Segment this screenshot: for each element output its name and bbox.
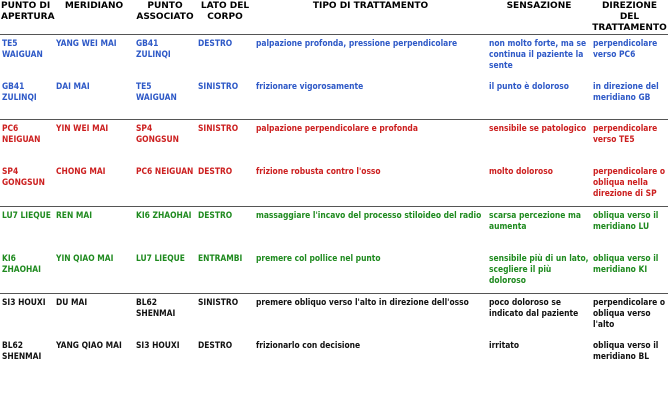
cell-sensazione: sensibile se patologico: [487, 120, 591, 164]
cell-sensazione: il punto è doloroso: [489, 81, 569, 91]
table-row: [0, 207, 668, 251]
cell-tipo: frizionare vigorosamente: [256, 81, 364, 91]
cell-meridiano: YANG QIAO MAI: [56, 340, 122, 350]
cell-direzione: perpendicolare o obliqua verso l'alto: [591, 294, 668, 338]
cell-punto-associato: SP4 GONGSUN: [134, 120, 196, 164]
cell-lato: DESTRO: [196, 35, 254, 79]
cell-lato: DESTRO: [198, 166, 233, 176]
cell-sensazione: sensibile più di un lato, scegliere il più doloroso: [489, 253, 589, 285]
cell-lato: SINISTRO: [198, 81, 239, 91]
cell-punto-associato: KI6 ZHAOHAI: [134, 207, 196, 251]
cell-meridiano: DU MAI: [54, 294, 134, 338]
cell-punto-associato: PC6 NEIGUAN: [136, 166, 194, 176]
header-tipo: TIPO DI TRATTAMENTO: [312, 1, 429, 11]
cell-tipo: premere obliquo verso l'alto in direzione dell'osso: [254, 294, 487, 338]
cell-meridiano: YIN QIAO MAI: [56, 253, 114, 263]
header-direzione: DIREZIONE DEL TRATTAMENTO: [592, 1, 667, 33]
cell-lato: ENTRAMBI: [198, 253, 243, 263]
cell-punto-apertura: SI3 HOUXI: [0, 294, 54, 338]
cell-tipo: palpazione profonda, pressione perpendicolare: [254, 35, 487, 79]
cell-direzione: obliqua verso il meridiano LU: [591, 207, 668, 251]
cell-punto-apertura: KI6 ZHAOHAI: [2, 253, 41, 274]
cell-sensazione: molto doloroso: [489, 166, 553, 176]
table-row: [0, 163, 668, 207]
cell-punto-apertura: GB41 ZULINQI: [2, 81, 37, 102]
table-row: [0, 337, 668, 380]
cell-meridiano: YANG WEI MAI: [54, 35, 134, 79]
table-row: [0, 294, 668, 338]
header-row: [0, 0, 668, 35]
cell-meridiano: CHONG MAI: [56, 166, 106, 176]
cell-tipo: palpazione perpendicolare e profonda: [254, 120, 487, 164]
cell-lato: SINISTRO: [196, 294, 254, 338]
cell-punto-associato: GB41 ZULINQI: [134, 35, 196, 79]
cell-sensazione: non molto forte, ma se continua il paziente la sente: [487, 35, 591, 79]
cell-sensazione: poco doloroso se indicato dal paziente: [487, 294, 591, 338]
cell-punto-associato: BL62 SHENMAI: [134, 294, 196, 338]
cell-direzione: perpendicolare o obliqua nella direzione di SP: [593, 166, 666, 198]
cell-sensazione: scarsa percezione ma aumenta: [487, 207, 591, 251]
cell-punto-associato: SI3 HOUXI: [136, 340, 180, 350]
cell-direzione: perpendicolare verso PC6: [591, 35, 668, 79]
cell-meridiano: REN MAI: [54, 207, 134, 251]
table-row: [0, 78, 668, 120]
table-row: [0, 35, 668, 79]
cell-punto-apertura: SP4 GONGSUN: [2, 166, 45, 187]
cell-meridiano: YIN WEI MAI: [54, 120, 134, 164]
cell-direzione: obliqua verso il meridiano BL: [593, 340, 659, 361]
cell-punto-apertura: PC6 NEIGUAN: [0, 120, 54, 164]
cell-punto-apertura: BL62 SHENMAI: [2, 340, 42, 361]
cell-meridiano: DAI MAI: [56, 81, 90, 91]
cell-tipo: frizione robusta contro l'osso: [256, 166, 381, 176]
cell-direzione: in direzione del meridiano GB: [593, 81, 659, 102]
cell-tipo: frizionarlo con decisione: [256, 340, 361, 350]
cell-lato: SINISTRO: [196, 120, 254, 164]
cell-tipo: premere col pollice nel punto: [256, 253, 381, 263]
cell-punto-associato: TE5 WAIGUAN: [136, 81, 177, 102]
cell-punto-apertura: LU7 LIEQUE: [0, 207, 54, 251]
cell-lato: DESTRO: [198, 340, 233, 350]
table-row: [0, 120, 668, 164]
cell-punto-associato: LU7 LIEQUE: [136, 253, 185, 263]
header-punto-associato: PUNTO ASSOCIATO: [136, 1, 194, 22]
header-sensazione: SENSAZIONE: [506, 1, 572, 11]
cell-lato: DESTRO: [196, 207, 254, 251]
cell-direzione: perpendicolare verso TE5: [591, 120, 668, 164]
header-meridiano: MERIDIANO: [64, 1, 124, 11]
cell-tipo: massaggiare l'incavo del processo stiloideo del radio: [254, 207, 487, 251]
cell-punto-apertura: TE5 WAIGUAN: [0, 35, 54, 79]
cell-sensazione: irritato: [489, 340, 520, 350]
header-lato: LATO DEL CORPO: [200, 1, 250, 22]
header-punto-apertura: PUNTO DI APERTURA: [1, 1, 55, 22]
cell-direzione: obliqua verso il meridiano KI: [593, 253, 659, 274]
table-row: [0, 250, 668, 294]
